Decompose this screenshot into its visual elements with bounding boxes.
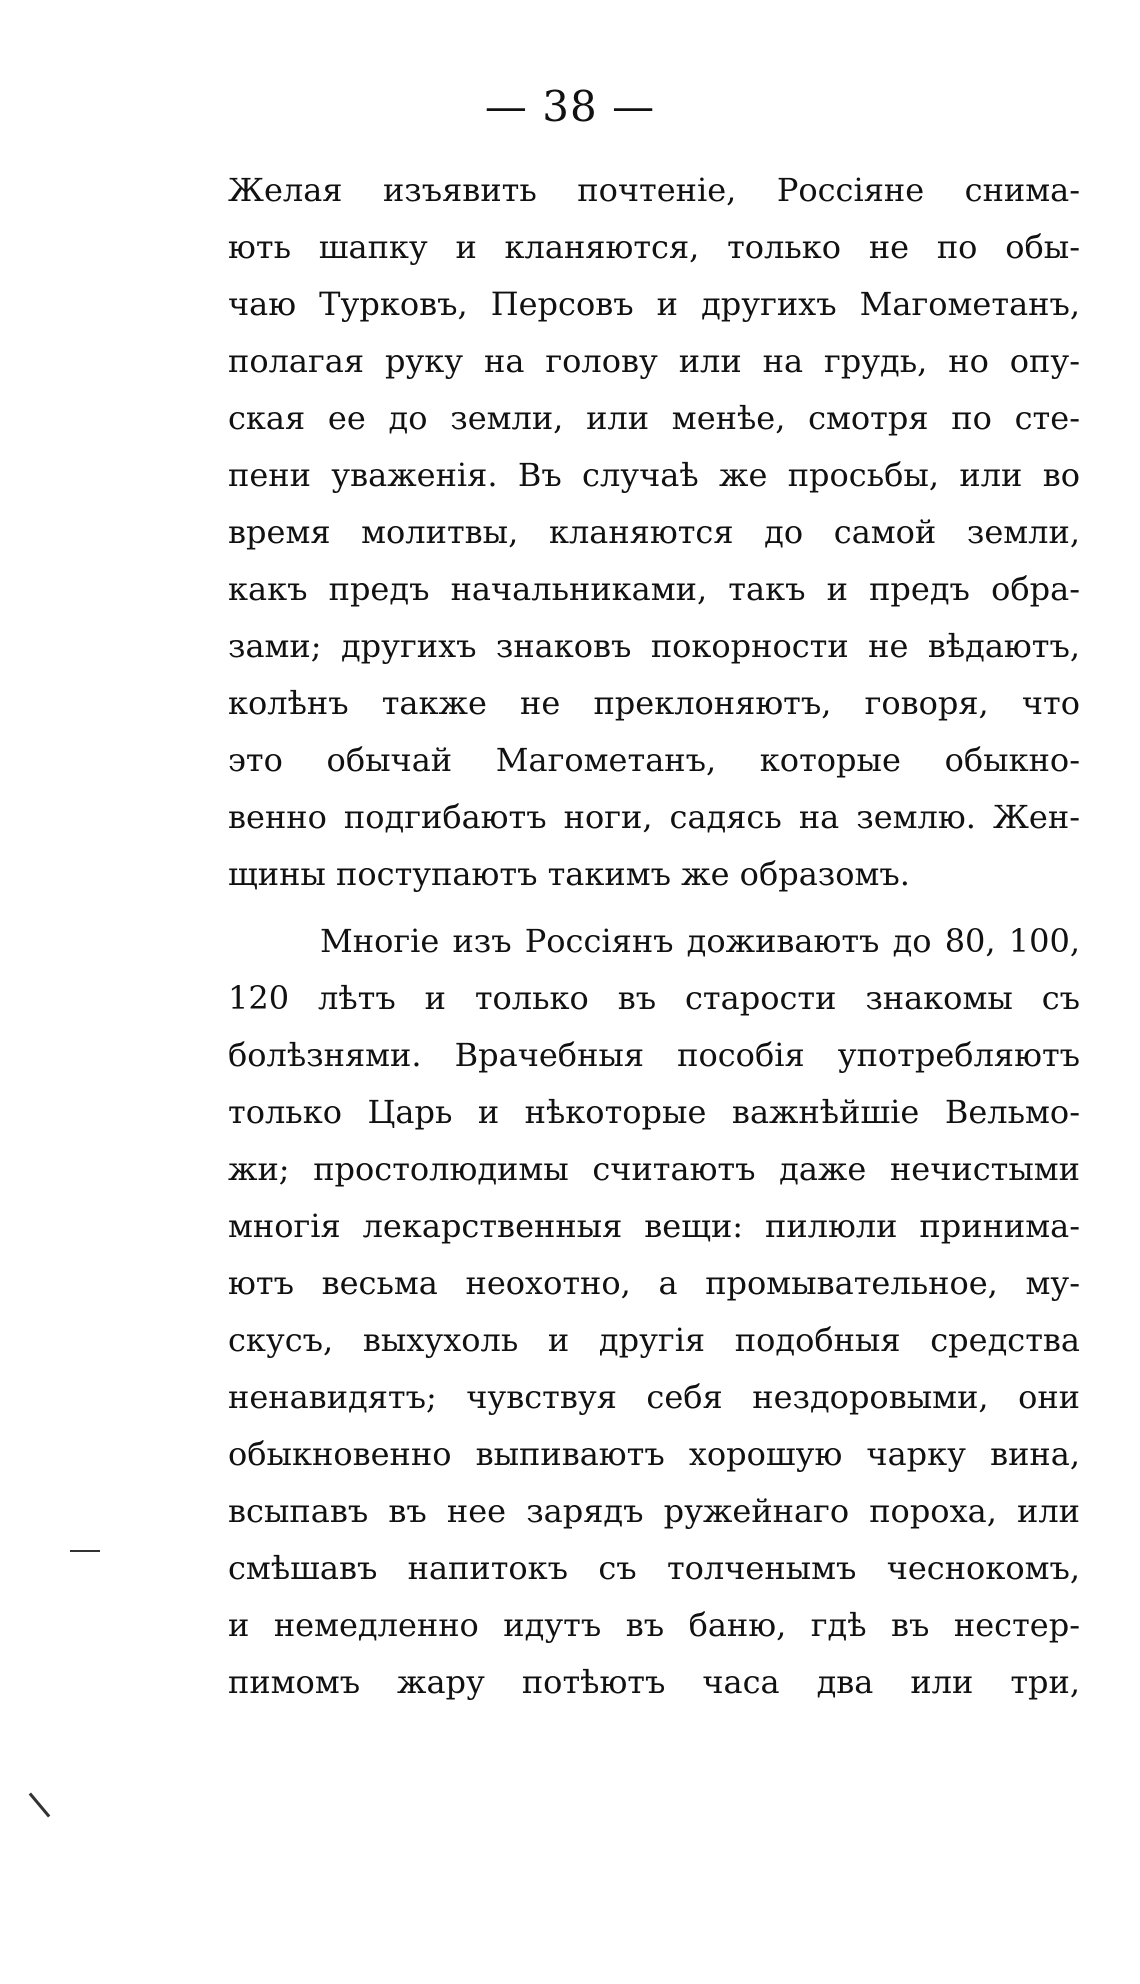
text-line: Многіе изъ Россіянъ доживаютъ до 80, 100,: [320, 922, 1080, 960]
scan-mark: [70, 1550, 100, 1552]
text-line: многія лекарственныя вещи: пилюли принима-: [228, 1207, 1080, 1245]
text-line: всыпавъ въ нее зарядъ ружейнаго пороха, или: [228, 1492, 1080, 1530]
text-line: это обычай Магометанъ, которые обыкно-: [228, 741, 1080, 779]
text-line: и немедленно идутъ въ баню, гдѣ въ нестер-: [228, 1606, 1080, 1644]
text-line: Желая изъявить почтеніе, Россіяне снима-: [228, 171, 1080, 209]
text-line: 120 лѣтъ и только въ старости знакомы съ: [228, 979, 1080, 1017]
text-line: полагая руку на голову или на грудь, но опу-: [228, 342, 1080, 380]
text-block: [228, 162, 1080, 1711]
text-line: смѣшавъ напитокъ съ толченымъ чеснокомъ,: [228, 1549, 1080, 1587]
text-line: ють шапку и кланяются, только не по обы-: [228, 228, 1080, 266]
text-line: колѣнъ также не преклоняютъ, говоря, что: [228, 684, 1080, 722]
text-line: болѣзнями. Врачебныя пособія употребляютъ: [228, 1036, 1080, 1074]
text-line: пимомъ жару потѣютъ часа два или три,: [228, 1663, 1080, 1701]
text-line: время молитвы, кланяются до самой земли,: [228, 513, 1080, 551]
text-line: чаю Турковъ, Персовъ и другихъ Магометанъ,: [228, 285, 1080, 323]
text-line: ская ее до земли, или менѣе, смотря по сте-: [228, 399, 1080, 437]
text-line: щины поступаютъ такимъ же образомъ.: [228, 855, 910, 893]
text-line: только Царь и нѣкоторые важнѣйшіе Вельмо-: [228, 1093, 1080, 1131]
text-line: зами; другихъ знаковъ покорности не вѣдаютъ,: [228, 627, 1080, 665]
paragraph: [228, 162, 1080, 903]
text-line: какъ предъ начальниками, такъ и предъ обра-: [228, 570, 1080, 608]
text-line: обыкновенно выпиваютъ хорошую чарку вина,: [228, 1435, 1080, 1473]
text-line: жи; простолюдимы считаютъ даже нечистыми: [228, 1150, 1080, 1188]
text-line: ютъ весьма неохотно, а промывательное, му-: [228, 1264, 1080, 1302]
page-number: — 38 —: [484, 82, 656, 131]
text-line: венно подгибаютъ ноги, садясь на землю. Жен-: [228, 798, 1080, 836]
scan-mark: [29, 1793, 51, 1818]
text-line: пени уваженія. Въ случаѣ же просьбы, или во: [228, 456, 1080, 494]
paragraph: [228, 913, 1080, 1711]
text-line: ненавидятъ; чувствуя себя нездоровыми, они: [228, 1378, 1080, 1416]
text-line: скусъ, выхухоль и другія подобныя средства: [228, 1321, 1080, 1359]
